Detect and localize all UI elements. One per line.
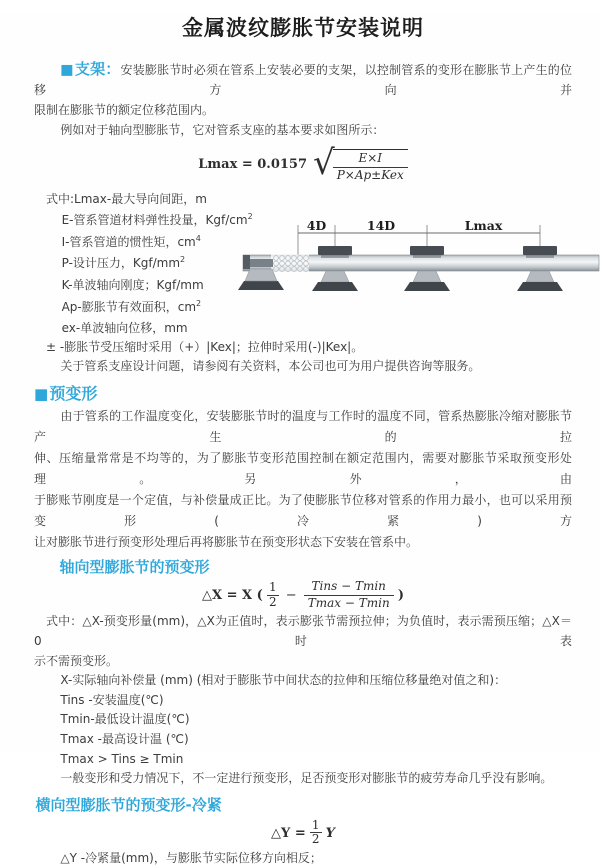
lmax-formula <box>34 143 572 183</box>
preform-paragraph-line: 伸、压缩量常常是不均等的，为了膨胀节变形范围控制在额定范围内，需要对膨胀节采取预变形处理。另外，由 <box>34 450 572 486</box>
axial-text-line: Tmin-最低设计温度(℃) <box>60 712 190 727</box>
note-service: 关于管系支座设计问题，请参阅有关资料，本公司也可为用户提供咨询等服务。 <box>60 358 481 373</box>
definition-line: K-单波轴向刚度；Kgf/mm <box>61 277 204 292</box>
dimension-label-14d: 14D <box>366 217 396 233</box>
one-half-fraction: $\frac{1}{2}$ <box>268 579 277 609</box>
support-paragraph-line <box>34 59 572 100</box>
definition-line: ex-单波轴向位移，mm <box>61 321 188 336</box>
dimension-label-lmax: Lmax <box>464 217 503 233</box>
lmax-formula-lhs: Lmax = 0.0157 <box>198 156 308 172</box>
pipe-support-diagram <box>243 219 599 319</box>
lmax-fraction <box>333 149 408 183</box>
axial-preform-formula <box>34 580 572 611</box>
axial-text-line: Tmax -最高设计温 (℃) <box>60 731 189 746</box>
lateral-formula-rhs: Y <box>325 825 335 841</box>
radical <box>313 143 408 183</box>
definitions-and-diagram <box>34 187 572 338</box>
definition-line: 式中:Lmax-最大导向间距，m <box>46 191 207 206</box>
preform-paragraph-line: 由于管系的工作温度变化，安装膨胀节时的温度与工作时的温度不同，管系热膨胀冷缩对膨胀节产生的拉 <box>34 408 572 444</box>
definition-line: Ap-膨胀节有效面积，$cm^2$ <box>61 298 202 314</box>
support-paragraph-line: 限制在膨胀节的额定位移范围内。 <box>34 103 215 117</box>
definition-line: P-设计压力，Kgf/$mm^2$ <box>61 255 186 271</box>
document-page <box>0 14 600 866</box>
one-half-fraction: $\frac{1}{2}$ <box>311 817 320 847</box>
axial-formula-rparen: ) <box>397 587 404 603</box>
axial-text-line: Tins -安装温度(℃) <box>60 692 164 707</box>
axial-text-line: 式中：△X-预变形量(mm)，△X为正值时，表示膨张节需预拉伸；为负值时，表示需预压缩；△X＝0时表 <box>34 614 572 648</box>
lateral-preform-formula <box>34 819 572 848</box>
dimension-label-4d: 4D <box>306 217 327 233</box>
definition-line: E-管系管道材料弹性投量，Kgf/$cm^2$ <box>61 212 253 228</box>
section-bullet-icon: ■ <box>34 384 49 403</box>
support-paragraph-line: 例如对于轴向型膨胀节，它对管系支座的基本要求如图所示： <box>60 123 385 137</box>
axial-formula-lhs: △X = X ( <box>202 587 263 603</box>
axial-text-line: 一般变形和受力情况下，不一定进行预变形，足否预变形对膨胀节的疲劳寿命几乎没有影响。 <box>60 771 553 786</box>
support-heading: 支架： <box>74 60 121 78</box>
lateral-note: △Y -冷紧量(mm)，与膨胀节实际位移方向相反； <box>60 851 322 866</box>
section-bullet-icon: ■ <box>60 62 74 78</box>
temperature-fraction: $\frac{\text{Tins − Tmin}}{Tmax - Tmin}$ <box>304 580 394 611</box>
axial-text-line: Tmax > Tins ≥ Tmin <box>60 751 184 766</box>
preform-paragraph-line: 于膨账节刚度是一个定值，与补偿量成正比。为了使膨胀节位移对管系的作用力最小，也可以采用预变形(冷紧)方 <box>34 492 572 528</box>
section-preform-heading <box>34 383 572 405</box>
axial-definitions <box>34 612 572 788</box>
subheading-axial-preform: 轴向型膨胀节的预变形 <box>59 557 210 576</box>
minus-operator: − <box>285 587 297 603</box>
preform-paragraph <box>34 406 572 553</box>
preform-heading-text: 预变形 <box>49 383 98 403</box>
section-support <box>34 59 572 140</box>
subheading-lateral-preform: 横向型膨胀节的预变形-冷紧 <box>35 795 222 814</box>
bellows-icon <box>271 254 309 271</box>
axial-text-line: X-实际轴向补偿量 (mm) (相对于膨胀节中间状态的拉伸和压缩位移量绝对值之和)： <box>60 673 507 688</box>
axial-text-line: 示不需预变形。 <box>34 653 119 668</box>
preform-paragraph-line: 让对膨胀节进行预变形处理后再将膨胀节在预变形状态下安装在管系中。 <box>34 534 419 549</box>
definition-line: I-管系管道的惯性矩，$cm^4$ <box>61 233 201 249</box>
radical-sign-icon: √ <box>313 143 335 183</box>
fraction-denominator: P×Ap±Kex <box>336 167 404 182</box>
page-title: 金属波纹膨胀节安装说明 <box>182 16 424 40</box>
lateral-formula-lhs: △Y = <box>271 825 306 841</box>
support-paragraph-text: 安装膨胀节时必须在管系上安装必要的支架，以控制管系的变形在膨胀节上产生的位移方向并 <box>34 63 572 97</box>
fraction-numerator: E×I <box>333 152 408 168</box>
note-plus-minus: ± -膨胀节受压缩时采用（+）|Kex|；拉伸时采用(-)|Kex|。 <box>46 339 364 354</box>
